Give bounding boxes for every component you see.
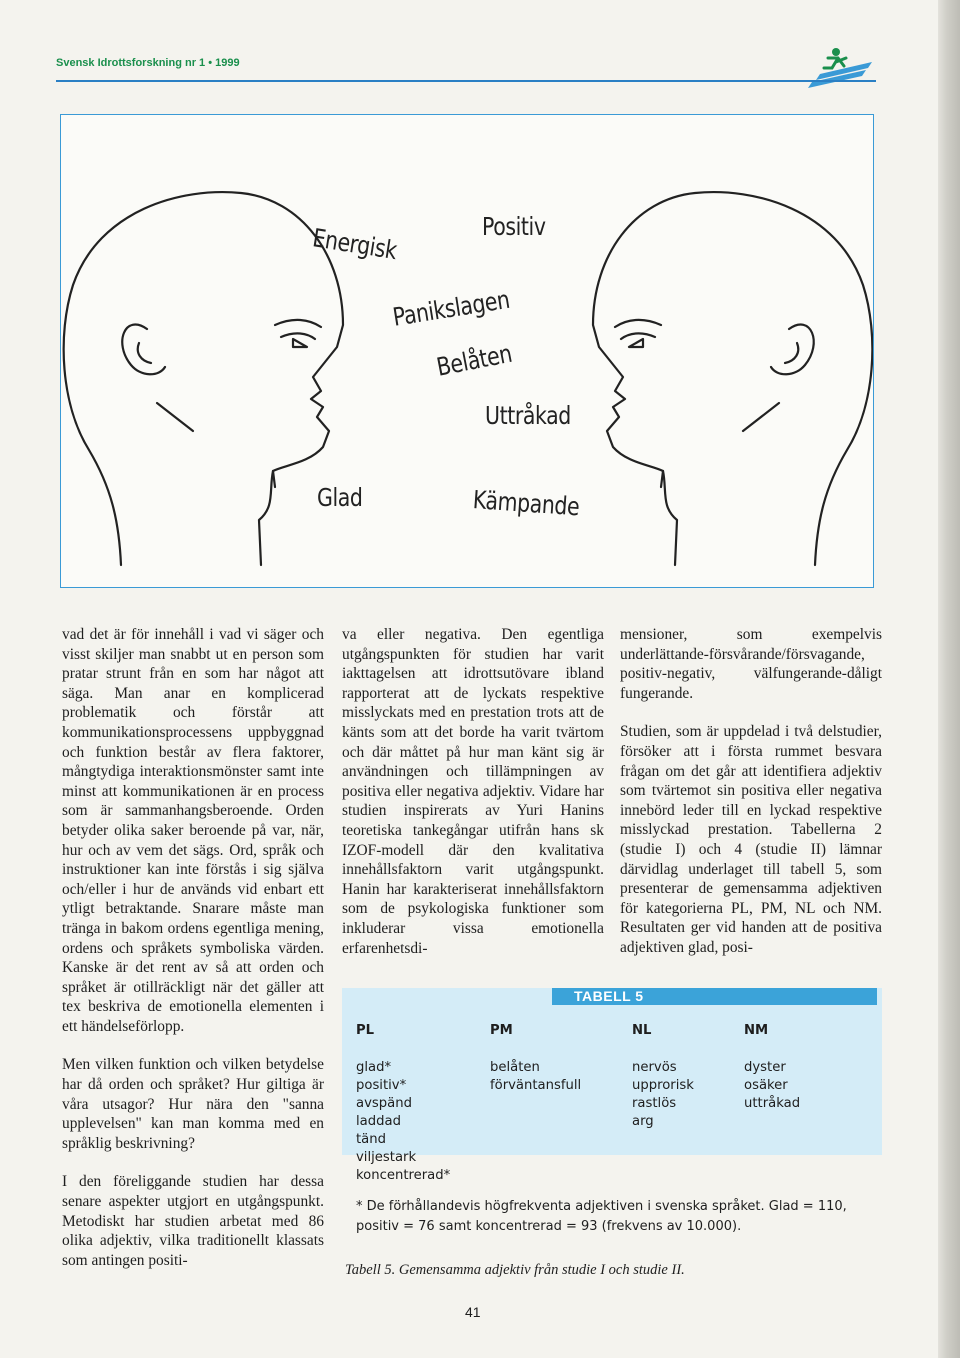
figure-two-heads [60, 114, 874, 588]
emotion-word-uttrakad: Uttråkad [485, 401, 571, 430]
column-header: PM [490, 1023, 513, 1038]
page-edge [938, 0, 960, 1358]
journal-header: Svensk Idrottsforskning nr 1 • 1999 [56, 57, 240, 69]
table-column-pl [356, 1022, 450, 1185]
table-cell: belåten [490, 1060, 540, 1075]
text-column-3 [620, 625, 882, 977]
right-eye-icon [621, 333, 655, 347]
left-eye-icon [281, 333, 315, 347]
emotion-word-glad: Glad [317, 483, 363, 512]
emotion-word-energisk: Energisk [310, 223, 399, 266]
paragraph: I den föreliggande studien har dessa senare aspekter utgjort en utgångspunkt. Metodiskt har studien arbetat med 86 olika adjektiv, vilka traditionellt klassats som antingen positi- [62, 1173, 324, 1269]
table-cell: uttråkad [744, 1096, 801, 1111]
emotion-word-positiv: Positiv [482, 212, 546, 241]
column-header: PL [356, 1023, 375, 1038]
table-title: TABELL 5 [552, 988, 877, 1005]
table-cell: tänd [356, 1132, 386, 1147]
caption-text: Gemensamma adjektiv från studie I och studie II. [398, 1262, 685, 1278]
text-column-2 [342, 625, 604, 977]
table-cell: laddad [356, 1114, 401, 1129]
table-cell: förväntansfull [490, 1078, 582, 1093]
column-header: NL [632, 1023, 652, 1038]
emotion-word-kampande: Kämpande [471, 485, 581, 522]
paragraph: mensioner, som exempelvis underlättande-försvårande/försvagande, positiv-negativ, välfungerande-dåligt fungerande. [620, 626, 882, 702]
table-caption [345, 1262, 685, 1279]
header-rule [56, 80, 876, 82]
table-column-nl [632, 1022, 694, 1131]
table-cell: rastlös [632, 1096, 677, 1111]
right-head-outline [593, 192, 872, 565]
table-cell: dyster [744, 1060, 786, 1075]
table-cell: glad* [356, 1060, 392, 1075]
paragraph: va eller negativa. Den egentliga utgångspunkten för studien har varit iakttagelsen att idrottsutövare ibland rapporterat att de lyckats respektive misslyckats med en prestation trots att de känts som att det borde ha varit tvärtom och där måttet på hur man känt sig är användningen och tillämpningen av positiva eller negativa adjektiv. Vidare har studien inspirerats av Yuri Hanins teoretiska tankegångar utifrån hans sk IZOF-modell där den kvalitativa innehållsfaktorn varit utgångspunkt. Hanin har karakteriserat innehållsfaktorn som de psykologiska funktioner som inkluderar vissa emotionella erfarenhetsdi- [342, 626, 604, 957]
text-column-1 [62, 625, 324, 1289]
table-cell: koncentrerad* [356, 1168, 451, 1183]
table-column-nm [744, 1022, 800, 1113]
table-cell: osäker [744, 1078, 788, 1093]
table-cell: upprorisk [632, 1078, 694, 1093]
emotion-word-belaten: Belåten [434, 338, 515, 382]
paragraph: Studien, som är uppdelad i två delstudier, försöker att i första rummet besvara frågan om det går att identifiera adjektiv som tvärtemot sin positiva eller negativa innebörd leder till en lyckad respektive misslyckad prestation. Tabellerna 2 (studie I) och 4 (studie II) lämnar därvidlag underlaget till tabell 5, som presenterar de gemensamma adjektiven för kategorierna PL, PM, NL och NM. Resultaten ger vid handen att de positiva adjektiven glad, posi- [620, 723, 882, 956]
table-cell: avspänd [356, 1096, 412, 1111]
table-cell: viljestark [356, 1150, 417, 1165]
column-header: NM [744, 1023, 769, 1038]
table-column-pm [490, 1022, 581, 1095]
table-cell: arg [632, 1114, 654, 1129]
left-head-outline [64, 192, 343, 565]
right-ear-icon [771, 324, 814, 374]
left-eyebrow [275, 320, 321, 327]
caption-label: Tabell 5. [345, 1262, 396, 1278]
emotion-word-panikslagen: Panikslagen [390, 284, 512, 332]
table-5 [342, 988, 882, 1183]
table-footnote: * De förhållandevis högfrekventa adjektiven i svenska språket. Glad = 110, positiv = 76 samt koncentrerad = 93 (frekvens av 10.000). [356, 1199, 847, 1234]
page-number: 41 [465, 1304, 481, 1320]
table-cell: positiv* [356, 1078, 407, 1093]
left-ear-icon [122, 324, 165, 374]
right-eyebrow [615, 320, 661, 327]
table-cell: nervös [632, 1060, 677, 1075]
paragraph: Men vilken funktion och vilken betydelse har då orden och språket? Hur giltiga är våra utsagor? Hur nära den "sanna upplevelsen" kan man komma med en språklig beskrivning? [62, 1056, 324, 1152]
paragraph: vad det är för innehåll i vad vi säger och visst skiljer man snabbt ut en person som pratar strunt från en som har något att säga. Man anar en komplicerad problematik och förstår att kommunikationsprocessens uppbyggnad och funktion består av flera faktorer, mångtydiga interaktionsmönster samt inte minst att kommunikationen är en process som är sammanhangsberoende. Orden betyder olika saker beroende på var, när, hur och av vem det sägs. Ord, språk och instruktioner kan inte förstås i sig själva och/eller i hur de används vid enbart ett ytligt betraktande. Snarare måste man tränga in bakom ordens egentliga mening, ordens och språkets symboliska värden. Kanske är det rent av så att orden och språket är otillräckligt när det gäller att tex beskriva de emotionella elementen i ett händelseförlopp. [62, 626, 324, 1035]
